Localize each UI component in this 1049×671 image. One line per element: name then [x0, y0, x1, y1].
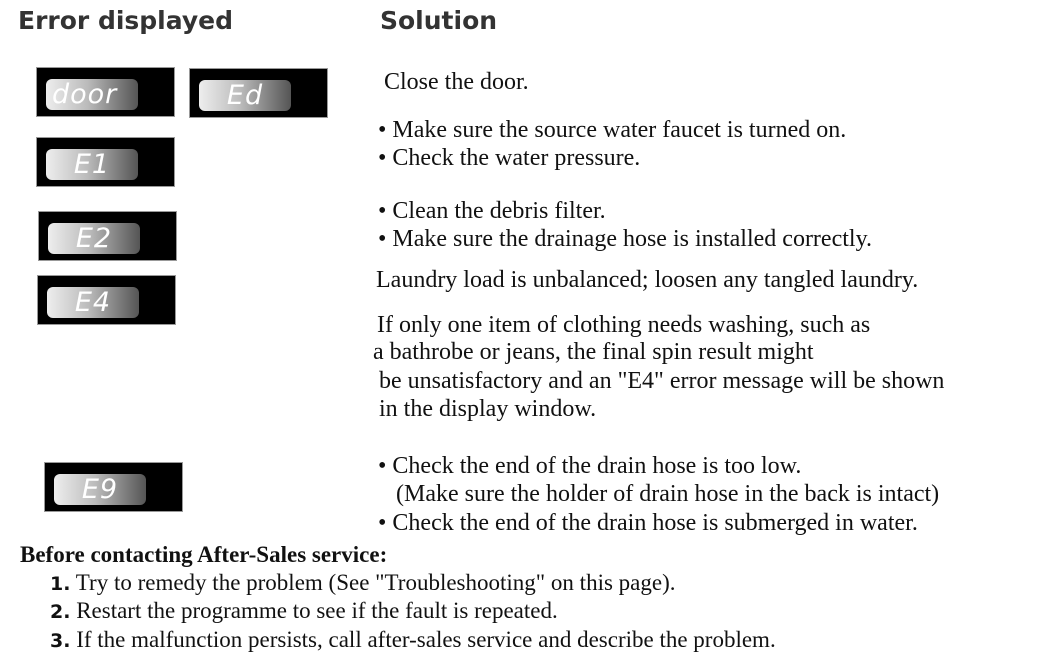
display-code: E2 — [48, 223, 140, 254]
display-e1 — [36, 137, 175, 187]
display-code: E9 — [54, 474, 146, 505]
display-code: E4 — [47, 287, 139, 318]
display-door — [36, 67, 175, 117]
solution-line: • Clean the debris filter. — [378, 198, 606, 224]
solution-line: • Make sure the source water faucet is turned on. — [378, 117, 847, 143]
service-step: 3. If the malfunction persists, call after-sales service and describe the problem. — [50, 627, 776, 652]
display-code: Ed — [199, 80, 291, 111]
solution-line: (Make sure the holder of drain hose in the back is intact) — [396, 481, 940, 507]
display-e9 — [44, 462, 183, 512]
solution-line: • Check the end of the drain hose is too low. — [378, 453, 802, 479]
display-code: door — [46, 79, 138, 110]
error-column-heading: Error displayed — [18, 6, 234, 35]
display-ed — [189, 68, 328, 118]
solution-column-heading: Solution — [380, 6, 498, 35]
display-code: E1 — [46, 149, 138, 180]
solution-line: Laundry load is unbalanced; loosen any tangled laundry. — [376, 267, 919, 293]
solution-line: a bathrobe or jeans, the final spin result might — [373, 339, 814, 365]
display-e4 — [37, 275, 176, 325]
display-e2 — [38, 211, 177, 261]
solution-line: If only one item of clothing needs washing, such as — [377, 312, 871, 338]
solution-line: • Check the end of the drain hose is submerged in water. — [378, 510, 918, 536]
solution-line: • Make sure the drainage hose is installed correctly. — [378, 226, 873, 252]
service-step: 1. Try to remedy the problem (See "Troubleshooting" on this page). — [50, 570, 676, 595]
solution-line: • Check the water pressure. — [378, 145, 641, 171]
service-title: Before contacting After-Sales service: — [20, 542, 388, 567]
solution-line: in the display window. — [379, 396, 597, 422]
service-step: 2. Restart the programme to see if the fault is repeated. — [50, 598, 558, 623]
solution-line: be unsatisfactory and an "E4" error message will be shown — [379, 368, 945, 394]
solution-door: Close the door. — [384, 69, 529, 95]
